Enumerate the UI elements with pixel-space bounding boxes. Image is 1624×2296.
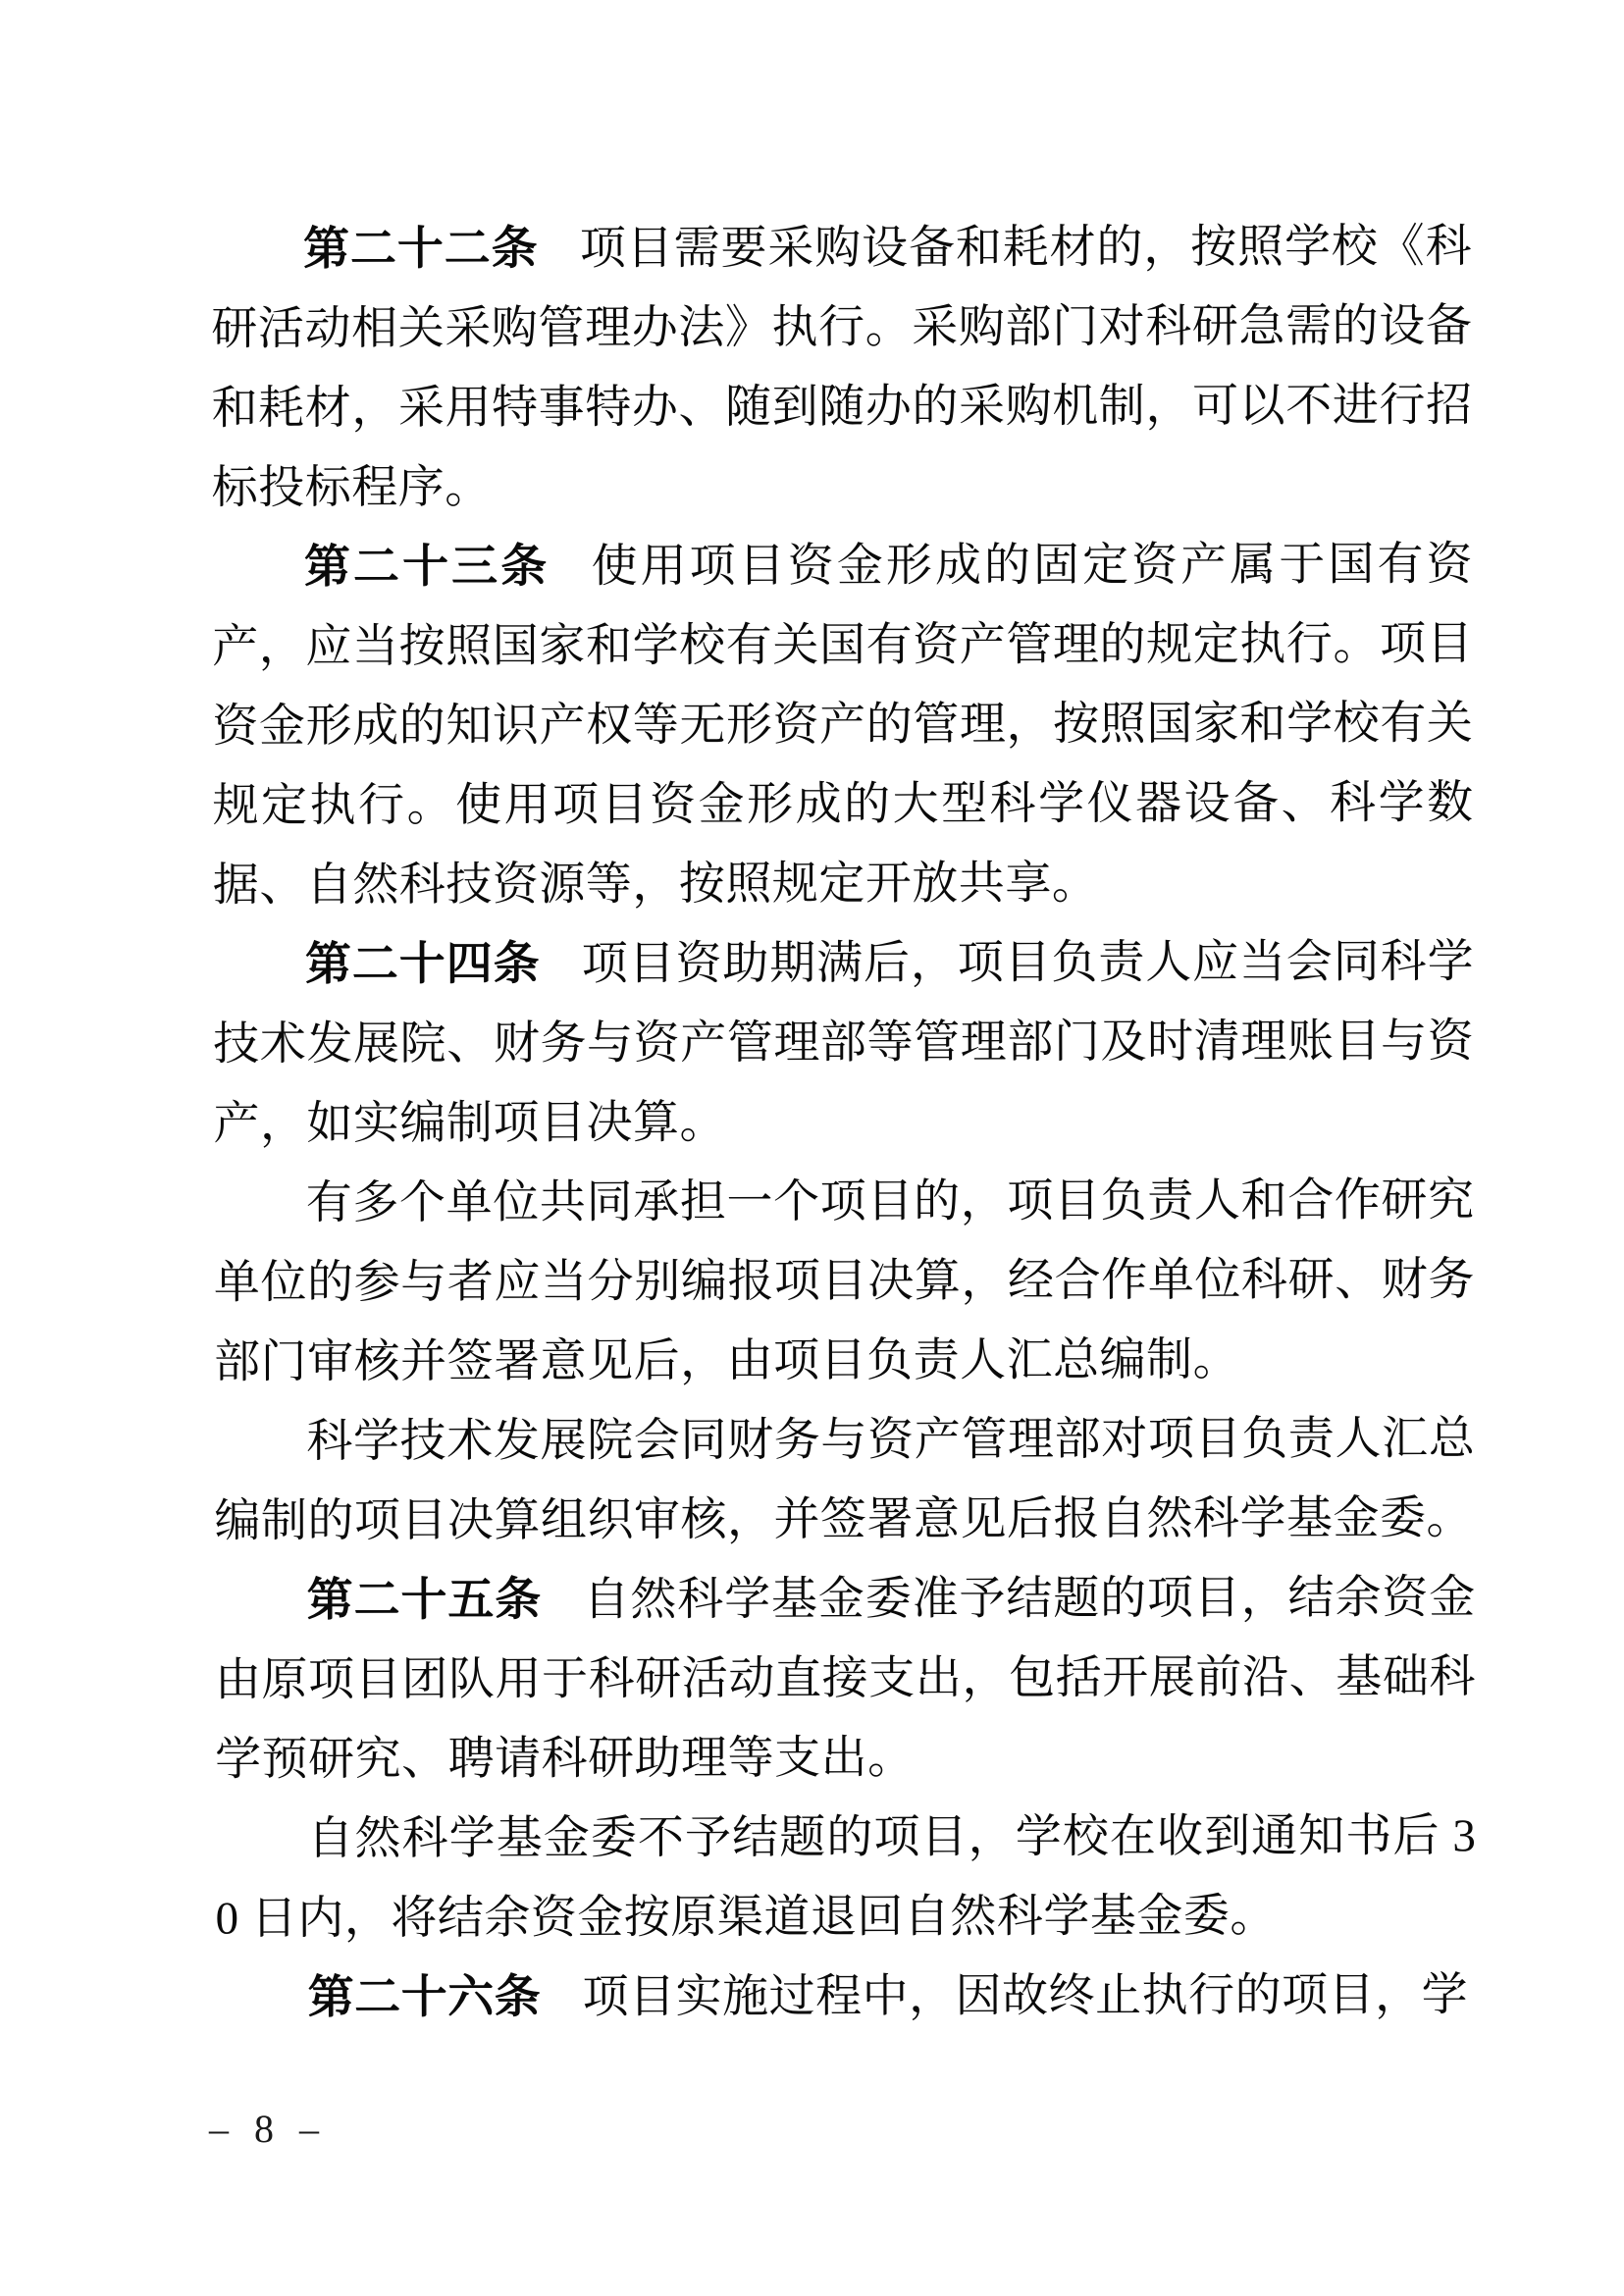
paragraph-article-22	[211, 207, 1473, 528]
page-body	[211, 207, 1477, 2038]
paragraph-article-25-cont-1	[215, 1797, 1476, 1958]
paragraph-article-25	[215, 1558, 1477, 1800]
article-25-cont-1-text: 自然科学基金委不予结题的项目，学校在收到通知书后 30 日内，将结余资金按原渠道退回自然科学基金委。	[215, 1810, 1477, 1945]
article-26-text: 项目实施过程中，因故终止执行的项目，学	[582, 1969, 1469, 2023]
article-23-number: 第二十三条	[303, 541, 550, 594]
article-24-cont-2-text: 科学技术发展院会同财务与资产管理部对项目负责人汇总编制的项目决算组织审核，并签署意见后报自然科学基金委。	[214, 1413, 1476, 1547]
article-22-text: 项目需要采购设备和耗材的，按照学校《科研活动相关采购管理办法》执行。采购部门对科研急需的设备和耗材，采用特事特办、随到随办的采购机制，可以不进行招标投标程序。	[211, 221, 1473, 514]
article-25-text: 自然科学基金委准予结题的项目，结余资金由原项目团队用于科研活动直接支出，包括开展前沿、基础科学预研究、聘请科研助理等支出。	[214, 1572, 1476, 1786]
article-23-text: 使用项目资金形成的固定资产属于国有资产，应当按照国家和学校有关国有资产管理的规定执行。项目资金形成的知识产权等无形资产的管理，按照国家和学校有关规定执行。使用项目资金形成的大型科学仪器设备、科学数据、自然科技资源等，按照规定开放共享。	[212, 539, 1474, 912]
article-24-number: 第二十四条	[304, 938, 541, 991]
paragraph-article-24-cont-1	[214, 1161, 1476, 1402]
paragraph-article-24-cont-2	[214, 1399, 1475, 1561]
paragraph-article-24	[213, 922, 1475, 1164]
article-26-number: 第二十六条	[307, 1971, 542, 2024]
article-24-cont-1-text: 有多个单位共同承担一个项目的，项目负责人和合作研究单位的参与者应当分别编报项目决算，经合作单位科研、财务部门审核并签署意见后，由项目负责人汇总编制。	[213, 1174, 1475, 1388]
article-24-text: 项目资助期满后，项目负责人应当会同科学技术发展院、财务与资产管理部等管理部门及时清理账目与资产，如实编制项目决算。	[213, 936, 1475, 1150]
article-25-number: 第二十五条	[306, 1574, 543, 1627]
paragraph-article-23	[212, 525, 1474, 925]
page-number: – 8 –	[209, 2107, 319, 2151]
article-22-number: 第二十二条	[303, 223, 539, 276]
paragraph-article-26	[216, 1956, 1477, 2038]
